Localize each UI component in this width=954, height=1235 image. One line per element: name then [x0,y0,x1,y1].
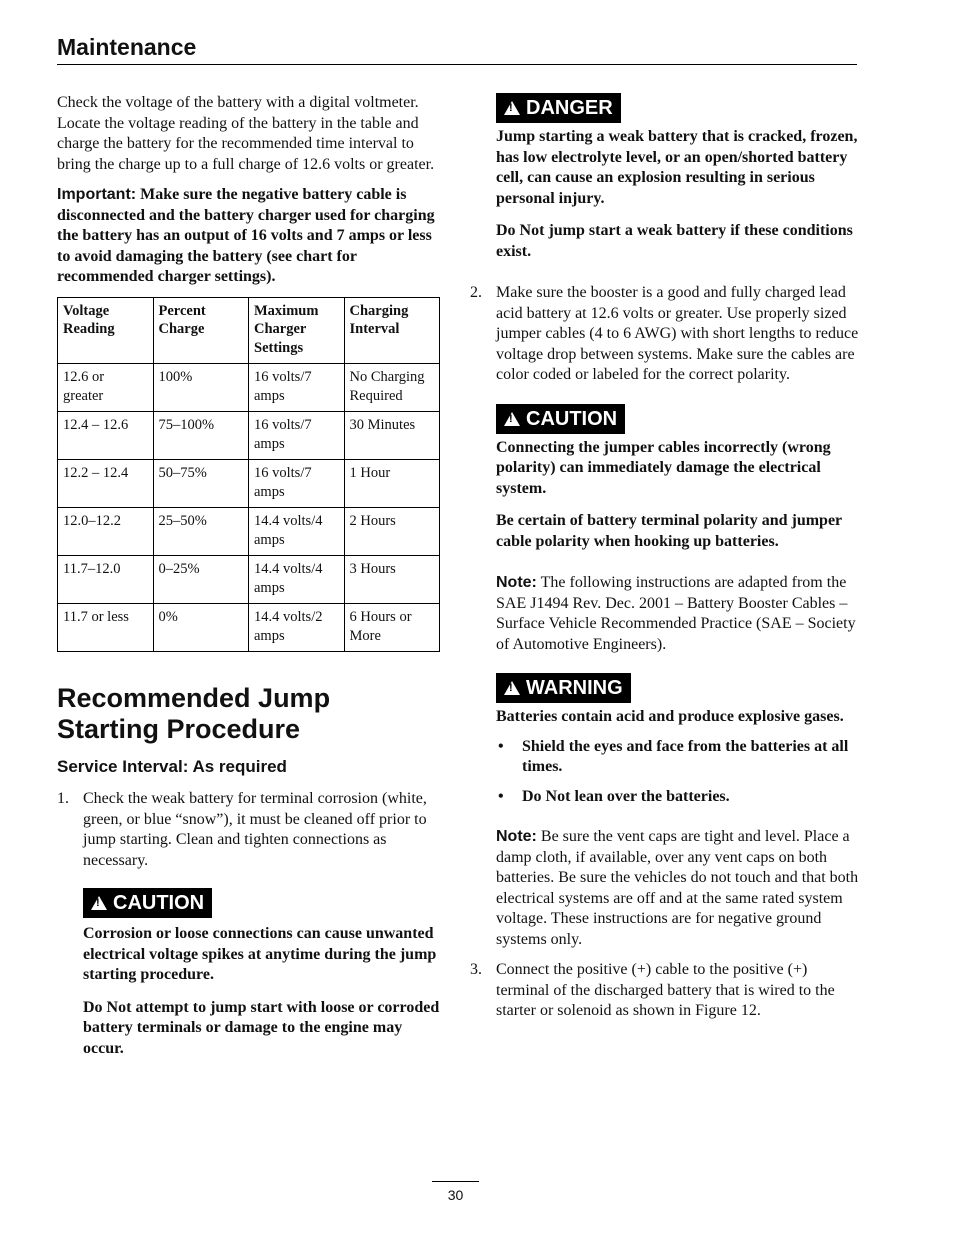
section-header-title: Maintenance [57,34,197,60]
danger-text: Do Not jump start a weak battery if these conditions exist. [496,222,853,260]
table-cell: 2 Hours [344,508,440,556]
step-3 [470,960,860,1022]
table-cell: 12.0–12.2 [58,508,154,556]
note-text: The following instructions are adapted from the SAE J1494 Rev. Dec. 2001 – Battery Booster Cables – Surface Vehicle Recommended Practice (SAE – Society of Automotive Engineers). [496,574,856,653]
note-label: Note: [496,574,537,591]
table-row [58,604,440,652]
table-row [58,508,440,556]
important-text: Make sure the negative battery cable is disconnected and the battery charger used for charging the battery has an output of 16 volts and 7 amps or less to avoid damaging the battery (see chart for recommended charger settings). [57,186,435,285]
danger-label: DANGER [526,97,613,119]
charging-table [57,297,440,653]
warning-triangle-icon [504,681,520,695]
table-cell: 16 volts/7 amps [249,364,345,412]
warning-text: Batteries contain acid and produce explosive gases. [496,708,844,725]
bullet-dot: • [498,787,504,805]
table-cell: 12.6 or greater [58,364,154,412]
warning-triangle-icon [504,412,520,426]
table-cell: 25–50% [153,508,249,556]
table-header-cell: Percent Charge [153,297,249,364]
note-paragraph [496,827,860,950]
table-cell: 6 Hours or More [344,604,440,652]
caution-text: Corrosion or loose connections can cause unwanted electrical voltage spikes at anytime during the jump starting procedure. [83,925,437,983]
note-label: Note: [496,828,537,845]
table-cell: 12.4 – 12.6 [58,412,154,460]
note-paragraph [496,573,860,655]
section-title-line2: Starting Procedure [57,714,301,744]
table-cell: 12.2 – 12.4 [58,460,154,508]
important-note [57,185,443,288]
table-cell: 3 Hours [344,556,440,604]
step-text: Check the weak battery for terminal corrosion (white, green, or blue “snow”), it must be cleaned off prior to jump starting. Clean and tighten connections as necessary. [83,790,427,869]
table-cell: 75–100% [153,412,249,460]
table-cell: 0% [153,604,249,652]
page-header [57,33,857,65]
caution-label: CAUTION [526,407,618,430]
important-label: Important: [57,186,137,203]
bullet-text: Do Not lean over the batteries. [522,787,730,805]
danger-text: Jump starting a weak battery that is cracked, frozen, has low electrolyte level, or an open/shorted battery cell, can cause an explosion resulting in serious personal injury. [496,128,858,207]
table-cell: 1 Hour [344,460,440,508]
caution-block-1 [83,888,443,1059]
table-cell: 14.4 volts/4 amps [249,556,345,604]
caution-badge [496,404,625,434]
table-cell: 14.4 volts/4 amps [249,508,345,556]
warning-triangle-icon [91,896,107,910]
caution-block-2 [496,404,860,656]
table-cell: 100% [153,364,249,412]
caution-text: Connecting the jumper cables incorrectly (wrong polarity) can immediately damage the electrical system. [496,438,831,497]
table-row [58,460,440,508]
warning-block [496,673,860,950]
warning-bullet [496,787,860,808]
caution-text: Do Not attempt to jump start with loose or corroded battery terminals or damage to the engine may occur. [83,998,440,1057]
table-cell: 14.4 volts/2 amps [249,604,345,652]
warning-label: WARNING [526,677,623,699]
note-text: Be sure the vent caps are tight and level. Place a damp cloth, if available, over any vent caps on both batteries. Be sure the vehicles do not touch and that both electrical systems are off and at the same rated system voltage. These instructions are for negative ground systems only. [496,828,859,948]
step-number: 2. [470,284,482,301]
danger-block [496,93,860,262]
section-title-line1: Recommended Jump [57,683,331,713]
step-text: Make sure the booster is a good and fully charged lead acid battery at 12.6 volts or greater. Use properly sized jumper cables (4 to 6 AWG) with short lengths to reduce voltage drop between systems. Make sure the cables are color coded or labeled for the correct polarity. [496,284,859,383]
table-row [58,364,440,412]
service-interval: Service Interval: As required [57,757,287,776]
table-cell: 11.7–12.0 [58,556,154,604]
caution-badge [83,888,212,918]
table-cell: 11.7 or less [58,604,154,652]
warning-triangle-icon [504,101,520,115]
warning-bullet [496,737,860,778]
table-cell: No Charging Required [344,364,440,412]
warning-badge [496,673,631,703]
page-number: 30 [432,1181,479,1204]
bullet-text: Shield the eyes and face from the batteries at all times. [522,737,849,775]
table-cell: 50–75% [153,460,249,508]
step-2 [470,283,860,386]
step-text: Connect the positive (+) cable to the positive (+) terminal of the discharged battery that is wired to the starter or solenoid as shown in Figure 12. [496,961,835,1019]
bullet-dot: • [498,737,504,755]
table-header-row [58,297,440,364]
section-title [57,683,443,745]
caution-label: CAUTION [113,892,205,914]
step-1 [57,789,443,871]
table-cell: 16 volts/7 amps [249,460,345,508]
danger-badge [496,93,621,123]
table-row [58,412,440,460]
table-header-cell: Charging Interval [344,297,440,364]
table-header-cell: Voltage Reading [58,297,154,364]
step-number: 3. [470,961,482,978]
caution-text: Be certain of battery terminal polarity and jumper cable polarity when hooking up batteries. [496,512,842,550]
table-header-cell: Maximum Charger Settings [249,297,345,364]
table-cell: 16 volts/7 amps [249,412,345,460]
right-column [470,93,860,1022]
intro-paragraph: Check the voltage of the battery with a digital voltmeter. Locate the voltage reading of the battery in the table and charge the battery for the recommended time interval to bring the charge up to a full charge of 12.6 volts or greater. [57,94,435,173]
table-cell: 30 Minutes [344,412,440,460]
table-row [58,556,440,604]
step-number: 1. [57,790,69,807]
left-column [57,93,443,1059]
table-cell: 0–25% [153,556,249,604]
